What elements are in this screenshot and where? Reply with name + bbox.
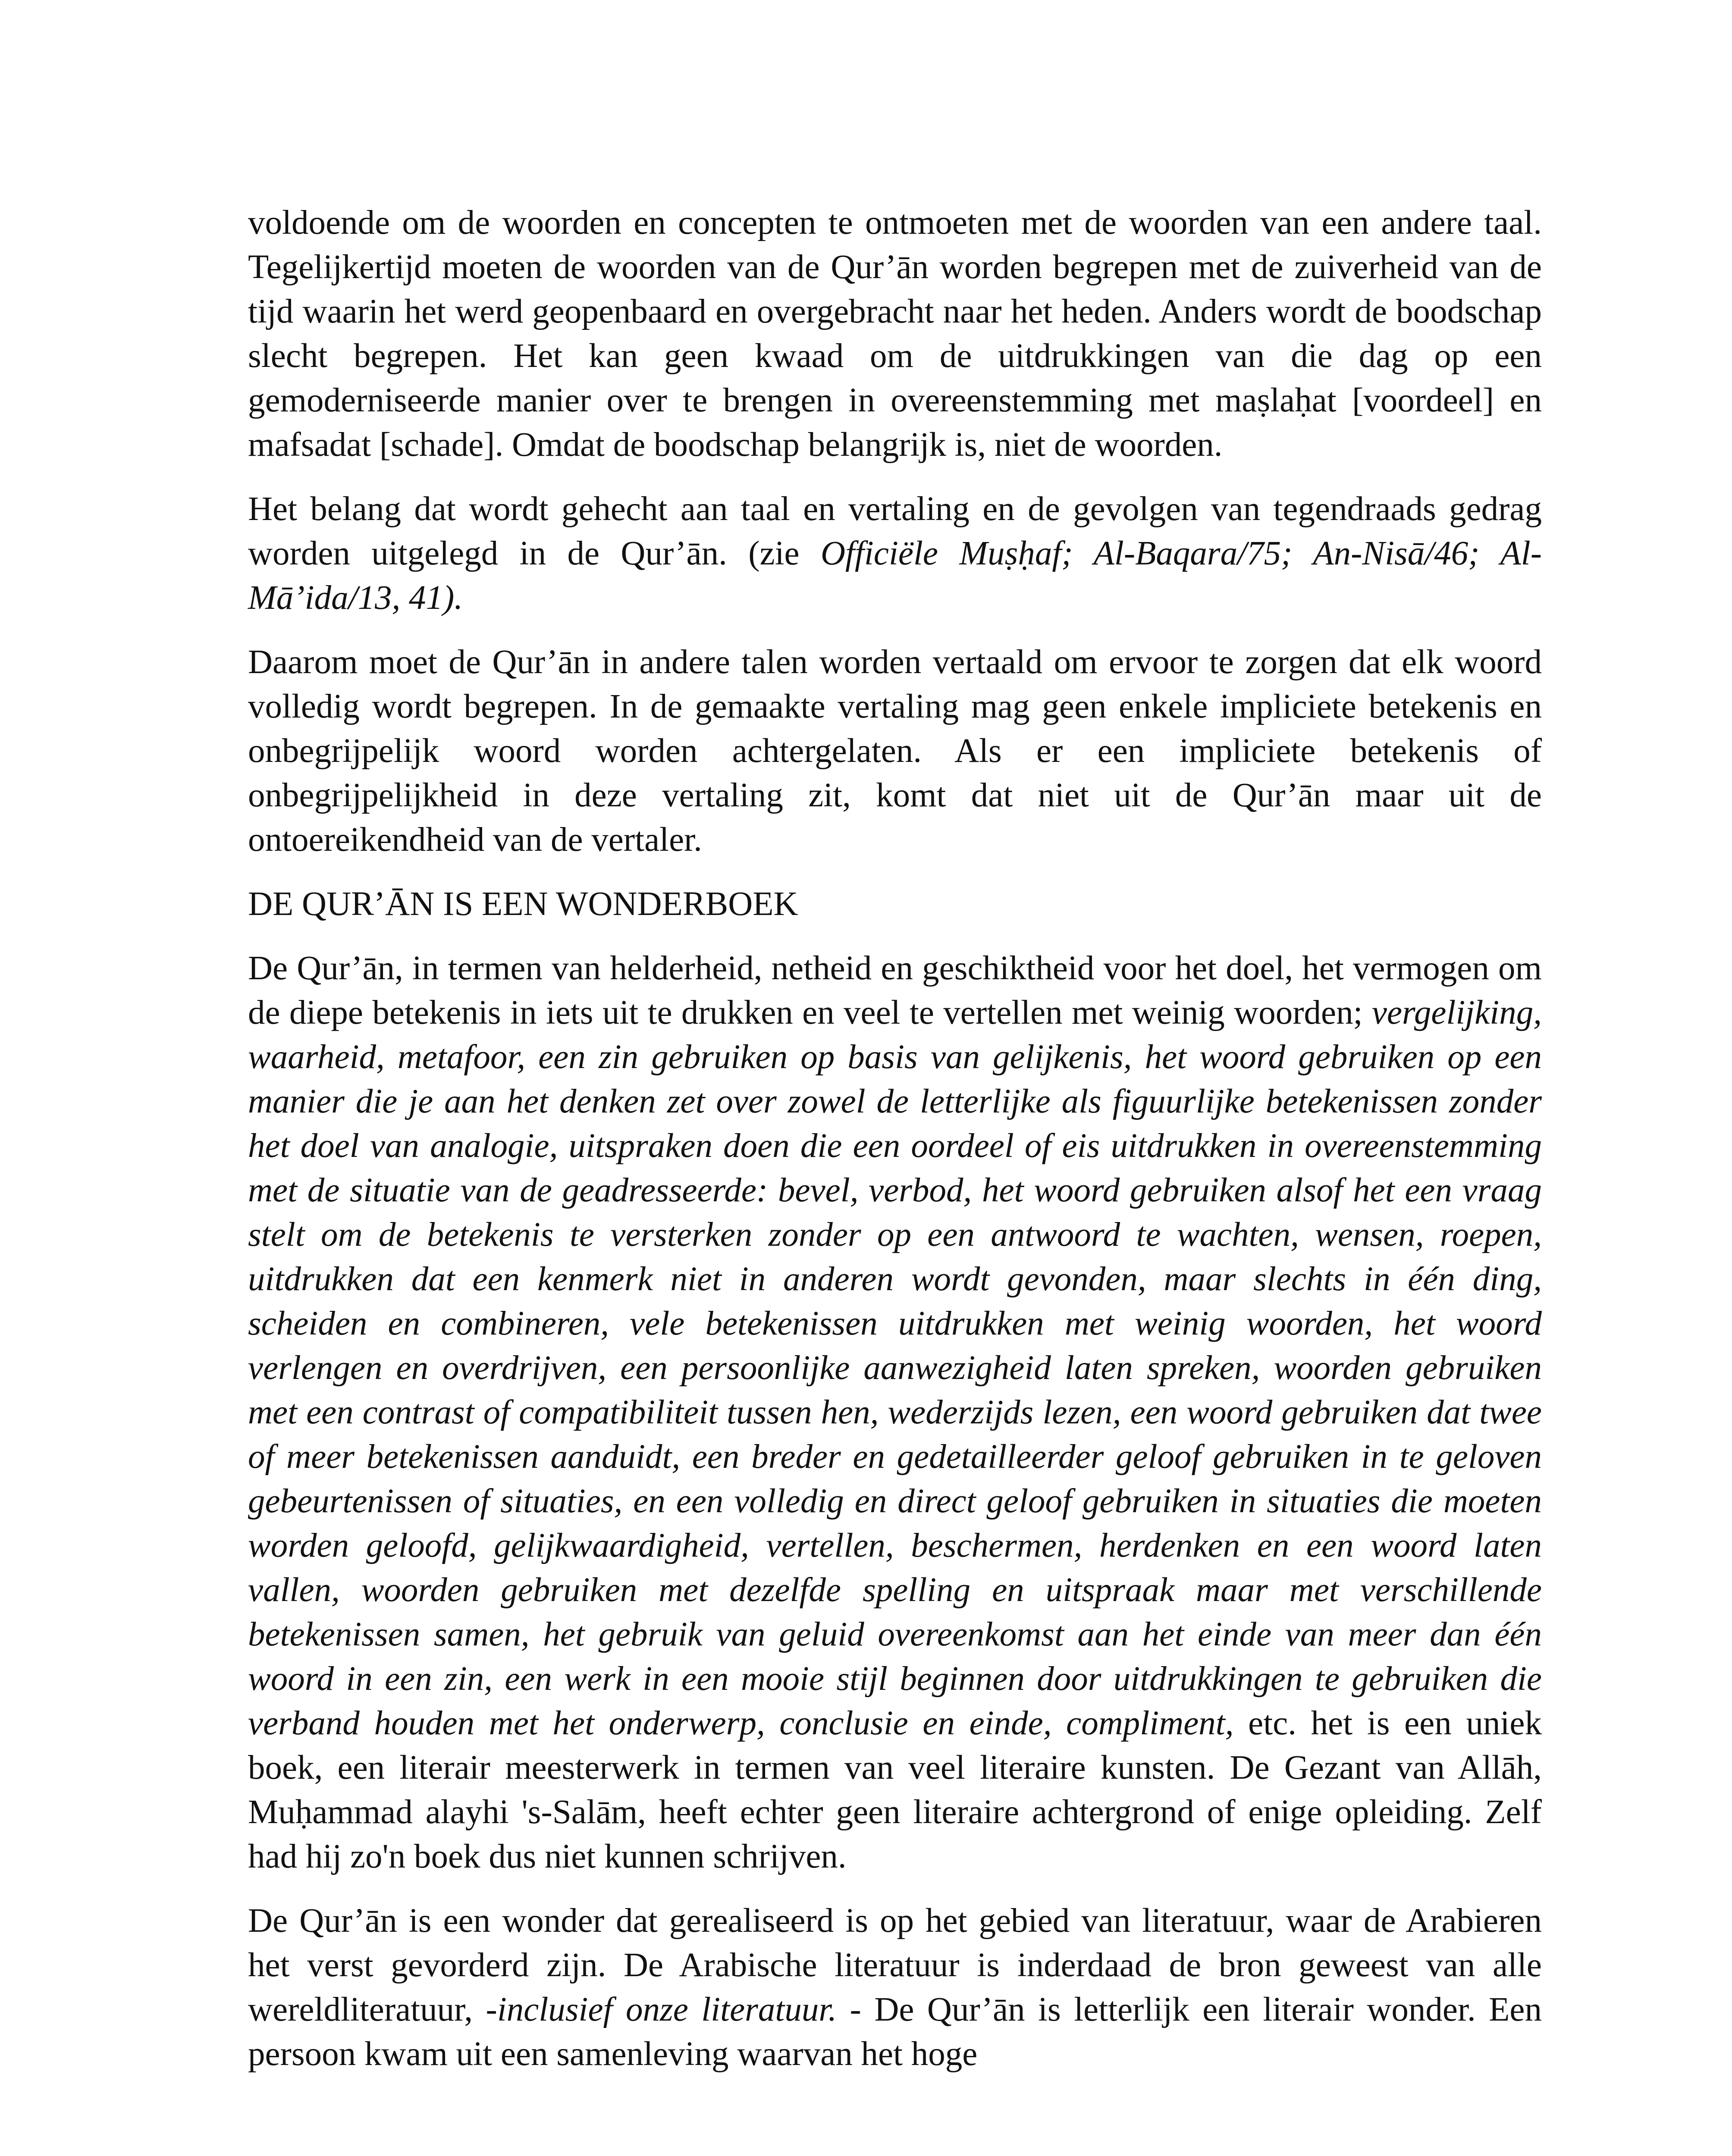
text-run: De Qur’ān is een wonder dat gerealiseerd is op het gebied van literatuur, waar de Arabieren het verst gevorderd zijn. De Arabische literatuur is inderdaad de bron geweest van alle wereldliteratuur, -: [248, 1902, 1542, 2028]
text-run: - De Qur’ān is letterlijk een literair wonder. Een persoon kwam uit een samenleving waarvan het hoge: [248, 1991, 1542, 2073]
text-run: voldoende om de woorden en concepten te ontmoeten met de woorden van een andere taal. Tegelijkertijd moeten de woorden van de Qur’ān worden begrepen met de zuiverheid van de tijd waarin het werd geopenbaard en overgebracht naar het heden. Anders wordt de boodschap slecht begrepen. Het kan geen kwaad om de uitdrukkingen van die dag op een gemoderniseerde manier over te brengen in overeenstemming met maṣlaḥat [voordeel] en mafsadat [schade]. Omdat de boodschap belangrijk is, niet de woorden.: [248, 204, 1542, 464]
paragraph-translation-requirement: [248, 640, 1542, 862]
citation-text: Officiële Muṣḥaf; Al-Baqara/75; An-Nisā/46; Al-Mā’ida/13, 41).: [248, 535, 1542, 617]
italic-text-run: vergelijking, waarheid, metafoor, een zin gebruiken op basis van gelijkenis, het woord gebruiken op een manier die je aan het denken zet over zowel de letterlijke als figuurlijke betekenissen zonder het doel van analogie, uitspraken doen die een oordeel of eis uitdrukken in overeenstemming met de situatie van de geadresseerde: bevel, verbod, het woord gebruiken alsof het een vraag stelt om de betekenis te versterken zonder op een antwoord te wachten, wensen, roepen, uitdrukken dat een kenmerk niet in anderen wordt gevonden, maar slechts in één ding, scheiden en combineren, vele betekenissen uitdrukken met weinig woorden, het woord verlengen en overdrijven, een persoonlijke aanwezigheid laten spreken, woorden gebruiken met een contrast of compatibiliteit tussen hen, wederzijds lezen, een woord gebruiken dat twee of meer betekenissen aanduidt, een breder en gedetailleerder geloof gebruiken in te geloven gebeurtenissen of situaties, en een volledig en direct geloof gebruiken in situaties die moeten worden geloofd, gelijkwaardigheid, vertellen, beschermen, herdenken en een woord laten vallen, woorden gebruiken met dezelfde spelling en uitspraak maar met verschillende betekenissen samen, het gebruik van geluid overeenkomst aan het einde van meer dan één woord in een zin, een werk in een mooie stijl beginnen door uitdrukkingen te gebruiken die verband houden met het onderwerp, conclusie en einde, compliment,: [248, 994, 1542, 1742]
page-body: [248, 201, 1542, 2096]
paragraph-translation-context: [248, 201, 1542, 467]
paragraph-literary-wonder: [248, 1899, 1542, 2076]
italic-text-run: inclusief onze literatuur.: [497, 1991, 837, 2028]
text-run: etc. het is een uniek boek, een literair meesterwerk in termen van veel literaire kunsten. De Gezant van Allāh, Muḥammad alayhi 's-Salām, heeft echter geen literaire achtergrond of enige opleiding. Zelf had hij zo'n boek dus niet kunnen schrijven.: [248, 1705, 1542, 1875]
text-run: De Qur’ān, in termen van helderheid, netheid en geschiktheid voor het doel, het vermogen om de diepe betekenis in iets uit te drukken en veel te vertellen met weinig woorden;: [248, 950, 1542, 1031]
paragraph-literary-qualities: [248, 946, 1542, 1879]
text-run: Het belang dat wordt gehecht aan taal en vertaling en de gevolgen van tegendraads gedrag worden uitgelegd in de Qur’ān. (zie: [248, 490, 1542, 572]
paragraph-importance-of-language: [248, 487, 1542, 620]
text-run: Daarom moet de Qur’ān in andere talen worden vertaald om ervoor te zorgen dat elk woord volledig wordt begrepen. In de gemaakte vertaling mag geen enkele impliciete betekenis en onbegrijpelijk woord worden achtergelaten. Als er een impliciete betekenis of onbegrijpelijkheid in deze vertaling zit, komt dat niet uit de Qur’ān maar uit de ontoereikendheid van de vertaler.: [248, 643, 1542, 859]
section-heading: DE QUR’ĀN IS EEN WONDERBOEK: [248, 885, 798, 923]
